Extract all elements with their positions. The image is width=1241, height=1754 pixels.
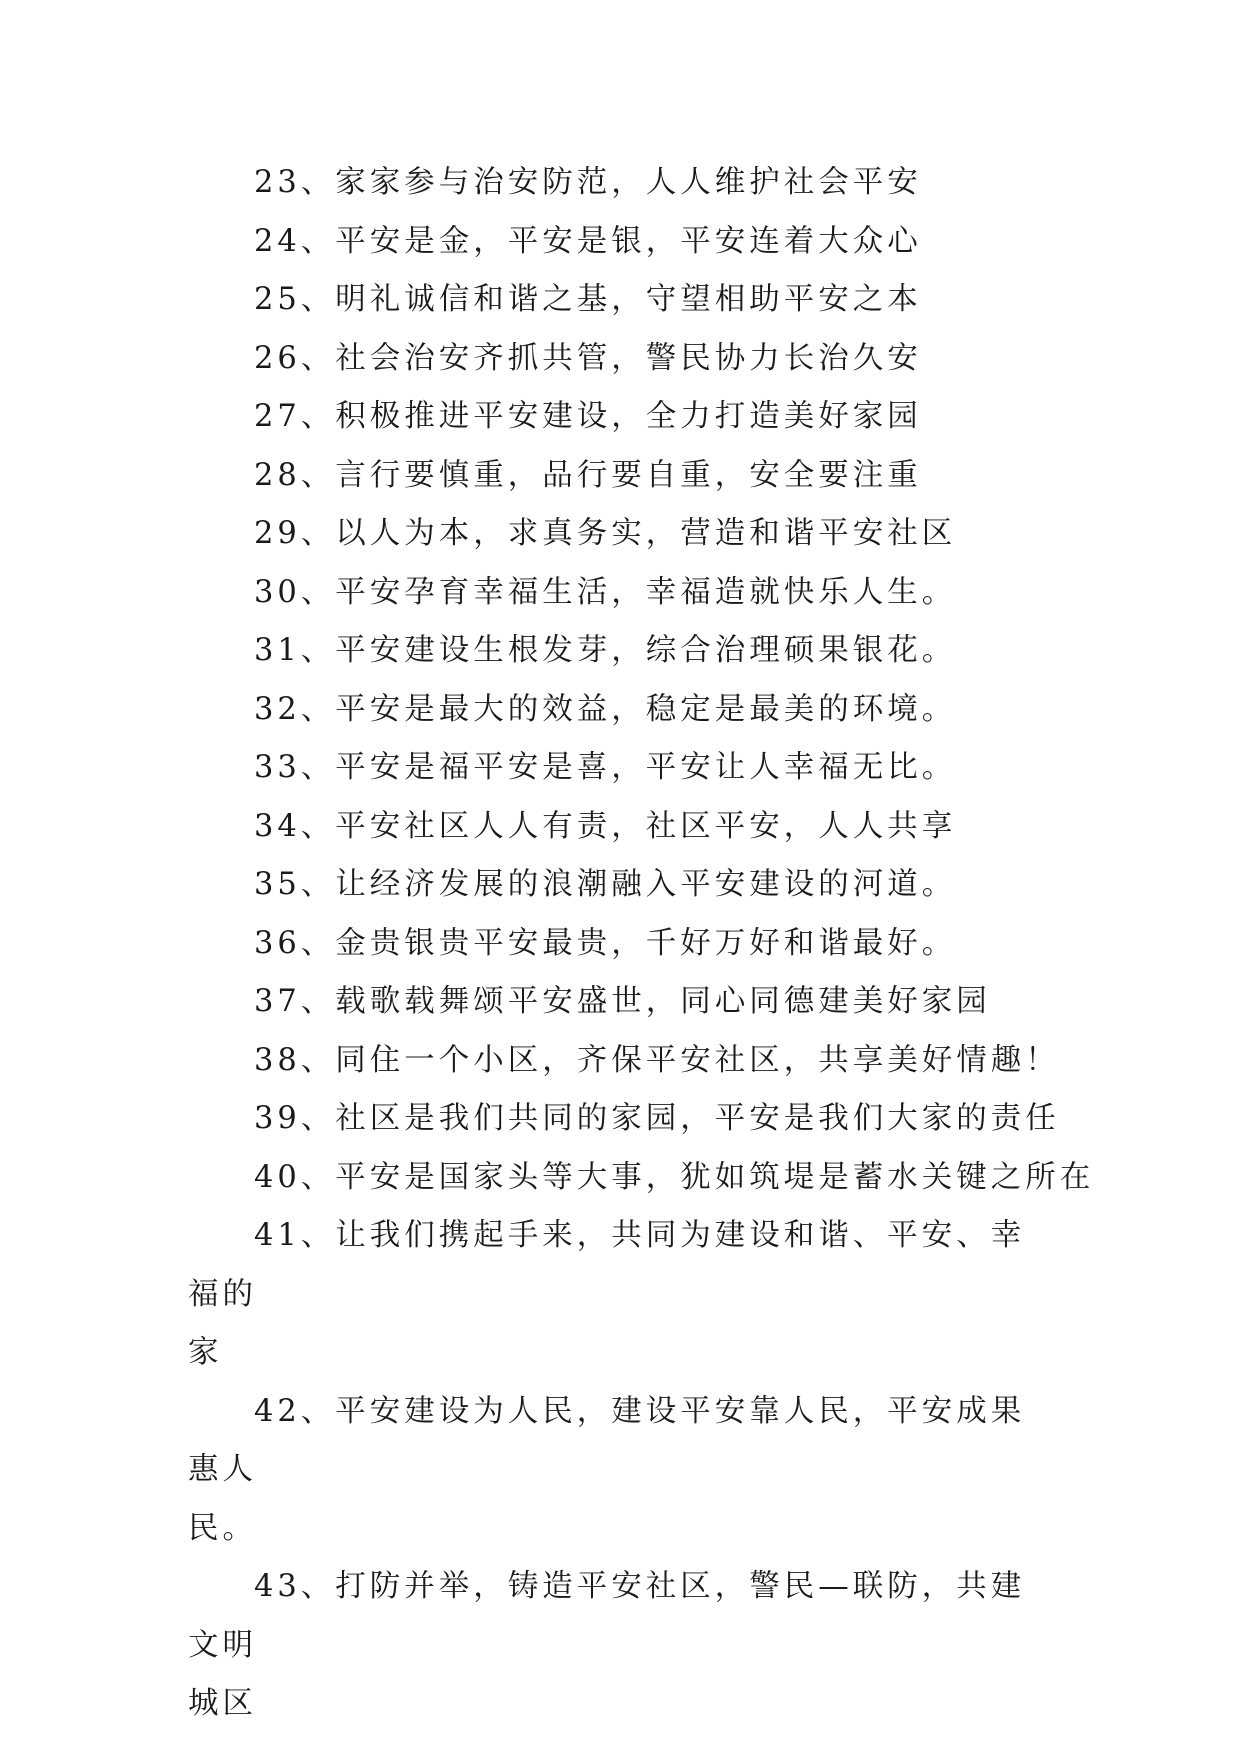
slogan-27: 27、积极推进平安建设，全力打造美好家园: [254, 399, 922, 434]
slogan-42-line-1: 42、平安建设为人民，建设平安靠人民，平安成果惠人: [188, 1393, 1026, 1487]
slogan-43-line-2: 城区: [188, 1686, 257, 1721]
slogan-32: 32、平安是最大的效益，稳定是最美的环境。: [254, 691, 957, 727]
slogan-29: 29、以人为本，求真务实，营造和谐平安社区: [254, 516, 957, 551]
slogan-24: 24、平安是金，平安是银，平安连着大众心: [254, 223, 922, 259]
slogan-37: 37、载歌载舞颂平安盛世，同心同德建美好家园: [254, 984, 991, 1019]
slogan-28: 28、言行要慎重，品行要自重，安全要注重: [254, 457, 922, 493]
slogan-26: 26、社会治安齐抓共管，警民协力长治久安: [254, 340, 922, 376]
slogan-41: [188, 1207, 1054, 1383]
slogan-31: 31、平安建设生根发芽，综合治理硕果银花。: [254, 633, 957, 668]
slogan-23: 23、家家参与治安防范，人人维护社会平安: [254, 165, 922, 200]
slogan-list: [188, 154, 1095, 1734]
slogan-40: 40、平安是国家头等大事，犹如筑堤是蓄水关键之所在: [254, 1159, 1095, 1195]
slogan-38: 38、同住一个小区，齐保平安社区，共享美好情趣！: [254, 1042, 1060, 1078]
slogan-39: 39、社区是我们共同的家园，平安是我们大家的责任: [254, 1101, 1060, 1136]
slogan-33: 33、平安是福平安是喜，平安让人幸福无比。: [254, 750, 957, 785]
slogan-42-line-2: 民。: [188, 1510, 257, 1546]
slogan-30: 30、平安孕育幸福生活，幸福造就快乐人生。: [254, 574, 957, 610]
slogan-42: [188, 1383, 1054, 1559]
slogan-43: [188, 1558, 1054, 1734]
slogan-41-line-1: 41、让我们携起手来，共同为建设和谐、平安、幸福的: [188, 1218, 1026, 1312]
slogan-41-line-2: 家: [188, 1335, 223, 1370]
slogan-35: 35、让经济发展的浪潮融入平安建设的河道。: [254, 867, 957, 902]
slogan-43-line-1: 43、打防并举，铸造平安社区，警民—联防，共建文明: [188, 1569, 1026, 1663]
slogan-34: 34、平安社区人人有责，社区平安，人人共享: [254, 808, 957, 844]
slogan-36: 36、金贵银贵平安最贵，千好万好和谐最好。: [254, 925, 957, 961]
slogan-25: 25、明礼诚信和谐之基，守望相助平安之本: [254, 282, 922, 317]
